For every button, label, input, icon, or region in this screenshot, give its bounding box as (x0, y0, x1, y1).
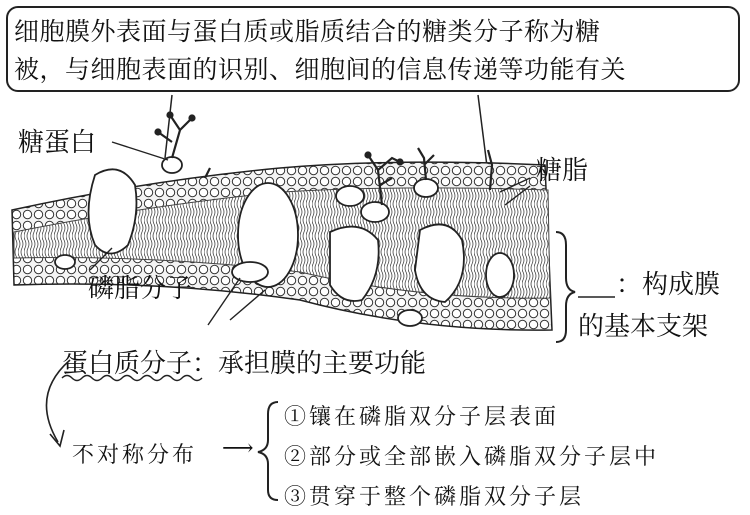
label-glycolipid: 糖脂 (536, 156, 589, 186)
callout-line-2: 被，与细胞表面的识别、细胞间的信息传递等功能有关 (14, 55, 627, 84)
distribution-brace (258, 402, 278, 500)
label-asymmetric: 不对称分布 (72, 443, 198, 468)
label-protein: 蛋白质分子：承担膜的主要功能 (62, 349, 427, 379)
label-phospholipid: 磷脂分子 (88, 274, 193, 304)
callout-line-1: 细胞膜外表面与蛋白质或脂质结合的糖类分子称为糖 (14, 17, 601, 46)
protein-surface-top (336, 186, 364, 206)
arrow-icon: ⟶ (222, 436, 254, 461)
distribution-item-3: ③贯穿于整个磷脂双分子层 (284, 485, 585, 510)
label-bilayer-line2: 的基本支架 (578, 312, 709, 342)
label-glycoprotein: 糖蛋白 (18, 128, 97, 158)
protein-surface-bottom (232, 262, 268, 282)
label-bilayer-suffix: ：构成膜 (616, 270, 721, 300)
protein-through (89, 169, 137, 253)
callout-pointer-left (165, 95, 172, 158)
distribution-item-2: ②部分或全部嵌入磷脂双分子层中 (284, 445, 660, 470)
bilayer-bracket (556, 232, 575, 342)
distribution-item-1: ①镶在磷脂双分子层表面 (284, 405, 560, 430)
